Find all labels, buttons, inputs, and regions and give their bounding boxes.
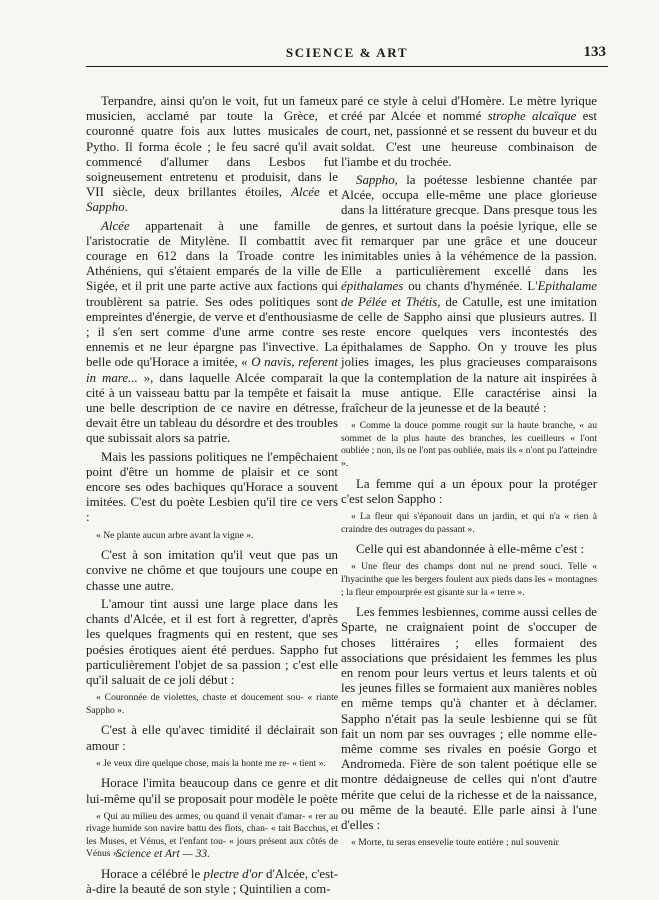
paragraph: C'est à son imitation qu'il veut que pas un convive ne chôme et que toujours une coupe en chasse une autre. — [86, 548, 338, 593]
paragraph: C'est à elle qu'avec timidité il déclairait son amour : — [86, 723, 338, 753]
quotation: « Une fleur des champs dont nul ne prend souci. Telle « l'hyacinthe que les bergers foulent aux pieds dans les « montagnes ; la fleur empourprée est gisante sur la « terre ». — [341, 561, 597, 598]
paragraph: Horace a célébré le plectre d'or d'Alcée, c'est-à-dire la beauté de son style ; Quintilien a com- — [86, 867, 338, 897]
running-title: SCIENCE & ART — [285, 45, 409, 60]
right-column — [341, 94, 597, 856]
paragraph: Sappho, la poétesse lesbienne chantée par Alcée, occupa elle-même une place glorieuse dans la littérature grecque. Dans presque tous les genres, et surtout dans la poésie lyrique, elle se fit remarquer par une grâce et une douceur inimitables unies à la véhémence de la passion. Elle a particulièrement excellé dans les épithalames ou chants d'hyménée. L'Epithalame de Pélée et Thétis, de Catulle, est une imitation de celle de Sappho ainsi que plusieurs autres. Il reste encore quelques vers incontestés des épithalames de Sappho. On y trouve les plus jolies images, les plus gracieuses comparaisons que la contemplation de la nature ait inspirées à la muse antique. Elle caractérise ainsi la fraîcheur de la jeunesse et de la beauté : — [341, 173, 597, 416]
paragraph: L'amour tint aussi une large place dans les chants d'Alcée, et il est fort à regretter, d'après les quelques fragments qui en restent, que ses poésies érotiques aient été perdues. Sappho fut particulièrement l'objet de sa passion ; c'est elle qu'il saluait de ce joli début : — [86, 596, 338, 687]
left-column — [86, 94, 338, 900]
paragraph: Les femmes lesbiennes, comme aussi celles de Sparte, ne craignaient point de s'occuper de choses littéraires ; elles formaient des associations que présidaient les femmes les plus en renom pour leurs vertus et leurs talents et où les jeunes filles se formaient aux manières nobles en même temps qu'à chanter et à déclamer. Sappho n'était pas la seule lesbienne qui se fût fait un nom par ses ouvrages ; elle nomme elle-même comme ses rivales en poésie Gorgo et Andromeda. Fière de son talent poétique elle se montre dédaigneuse de celles qui n'ont d'autre mérite que celui de la richesse et de la naissance, ou même de la beauté. Elle parle ainsi à l'une d'elles : — [341, 605, 597, 833]
page-number: 133 — [583, 44, 606, 60]
paragraph: Mais les passions politiques ne l'empêchaient point d'être un homme de plaisir et ce sont encore ses odes bachiques qu'Horace a souvent imitées. C'est du poète Lesbien qu'il tire ce vers : — [86, 449, 338, 525]
quotation: « Couronnée de violettes, chaste et doucement sou- « riante Sappho ». — [86, 692, 338, 716]
quotation: « Morte, tu seras ensevelie toute entière ; nul souvenir — [351, 837, 559, 849]
quotation: « Qui au milieu des armes, ou quand il venait d'amar- « rer au rivage humide son navire battu des flots, chan- « tait Bacchus, et les Muses, et Vénus, et l'enfant tou- « jours présent aux côtés de Vénus ». — [86, 810, 338, 860]
footer-signature: Science et Art — 33. — [116, 848, 210, 860]
paragraph: Alcée appartenait à une famille de l'aristocratie de Mitylène. Il combattit avec courage en 612 dans la Troade contre les Athéniens, qui s'étaient emparés de la ville de Sigée, et il prit une parte active aux factions qui troublèrent sa patrie. Ses odes politiques sont empreintes d'énergie, de verve et d'enthousiasme ; il s'en sert comme d'une arme contre ses ennemis et ne leur épargne pas l'invective. La belle ode qu'Horace a imitée, « O navis, referent in mare... », dans laquelle Alcée comparait la cité à un vaisseau battu par la tempête et faisait une belle description de ce navire en détresse, devait être un tableau du désordre et des troubles que subissait alors sa patrie. — [86, 218, 339, 446]
page-header — [86, 36, 608, 67]
paragraph: paré ce style à celui d'Homère. Le mètre lyrique créé par Alcée et nommé strophe alcaïque est court, net, passionné et se ressent du buveur et du soldat. C'est une heureuse combinaison de l'iambe et du trochée. — [341, 94, 598, 169]
quotation: « Ne plante aucun arbre avant la vigne ». — [96, 529, 254, 541]
paragraph: Celle qui est abandonnée à elle-même c'est : — [356, 542, 585, 557]
quotation: « Je veux dire quelque chose, mais la honte me re- « tient ». — [96, 757, 326, 769]
paragraph: Terpandre, ainsi qu'on le voit, fut un fameux musicien, acclamé par toute la Grèce, et couronné quatre fois aux luttes musicales de Pytho. Il forma école ; le feu sacré qu'il avait commencé d'allumer dans Lesbos fut soigneusement entretenu et produisit, dans le VII siècle, deux brillantes étoiles, Alcée et Sappho. — [86, 94, 338, 215]
paragraph: Horace l'imita beaucoup dans ce genre et dit lui-même qu'il se proposait pour modèle le poète — [86, 776, 338, 806]
paragraph: La femme qui a un époux pour la protéger c'est selon Sappho : — [341, 476, 597, 506]
quotation: « Comme la douce pomme rougit sur la haute branche, « au sommet de la plus haute des branches, les cueilleurs « l'ont oubliée ; non, ils ne l'ont pas oubliée, mais ils « n'ont pu l'atteindre ». — [341, 420, 597, 470]
quotation: « La fleur qui s'épanouit dans un jardin, et qui n'a « rien à craindre des outrages du passant ». — [341, 511, 597, 535]
